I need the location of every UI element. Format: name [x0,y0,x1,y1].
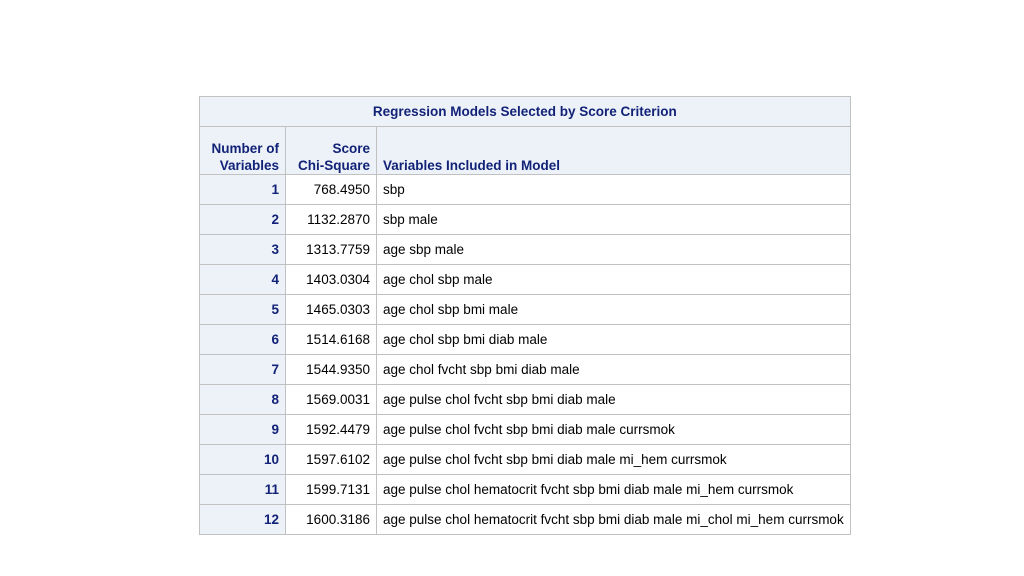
table-row [200,355,851,385]
score-chi-square-cell: 1592.4479 [286,415,377,445]
table-row [200,235,851,265]
variables-included-cell: age pulse chol fvcht sbp bmi diab male [377,385,851,415]
table-row [200,265,851,295]
number-of-variables-cell: 1 [200,175,286,205]
table-row [200,505,851,535]
variables-included-cell: age chol sbp male [377,265,851,295]
score-chi-square-cell: 768.4950 [286,175,377,205]
score-chi-square-cell: 1514.6168 [286,325,377,355]
number-of-variables-cell: 8 [200,385,286,415]
regression-models-table [199,96,851,535]
table-row [200,445,851,475]
variables-included-cell: age chol fvcht sbp bmi diab male [377,355,851,385]
score-chi-square-cell: 1465.0303 [286,295,377,325]
variables-included-cell: sbp [377,175,851,205]
variables-included-cell: sbp male [377,205,851,235]
header-score-chi-square [286,127,377,175]
table-row [200,205,851,235]
table-row [200,385,851,415]
number-of-variables-cell: 12 [200,505,286,535]
variables-included-cell: age sbp male [377,235,851,265]
number-of-variables-cell: 2 [200,205,286,235]
variables-included-cell: age pulse chol hematocrit fvcht sbp bmi diab male mi_hem currsmok [377,475,851,505]
score-chi-square-cell: 1403.0304 [286,265,377,295]
number-of-variables-cell: 3 [200,235,286,265]
table-row [200,295,851,325]
variables-included-cell: age pulse chol fvcht sbp bmi diab male mi_hem currsmok [377,445,851,475]
header-number-line1: Number of [211,141,279,156]
number-of-variables-cell: 9 [200,415,286,445]
header-score-line2: Chi-Square [297,158,370,173]
table-caption-row [200,97,851,127]
score-chi-square-cell: 1569.0031 [286,385,377,415]
number-of-variables-cell: 5 [200,295,286,325]
table-caption: Regression Models Selected by Score Criterion [200,97,851,127]
table-row [200,475,851,505]
variables-included-cell: age pulse chol hematocrit fvcht sbp bmi diab male mi_chol mi_hem currsmok [377,505,851,535]
header-score-line1: Score [332,141,370,156]
header-number-line2: Variables [219,158,279,173]
variables-included-cell: age chol sbp bmi diab male [377,325,851,355]
header-number-of-variables [200,127,286,175]
score-chi-square-cell: 1597.6102 [286,445,377,475]
score-chi-square-cell: 1313.7759 [286,235,377,265]
score-chi-square-cell: 1544.9350 [286,355,377,385]
score-chi-square-cell: 1600.3186 [286,505,377,535]
score-chi-square-cell: 1132.2870 [286,205,377,235]
variables-included-cell: age chol sbp bmi male [377,295,851,325]
header-variables-included: Variables Included in Model [377,127,851,175]
table-row [200,415,851,445]
number-of-variables-cell: 11 [200,475,286,505]
score-chi-square-cell: 1599.7131 [286,475,377,505]
number-of-variables-cell: 4 [200,265,286,295]
number-of-variables-cell: 10 [200,445,286,475]
table-header-row [200,127,851,175]
variables-included-cell: age pulse chol fvcht sbp bmi diab male currsmok [377,415,851,445]
number-of-variables-cell: 6 [200,325,286,355]
number-of-variables-cell: 7 [200,355,286,385]
table-row [200,175,851,205]
table-row [200,325,851,355]
